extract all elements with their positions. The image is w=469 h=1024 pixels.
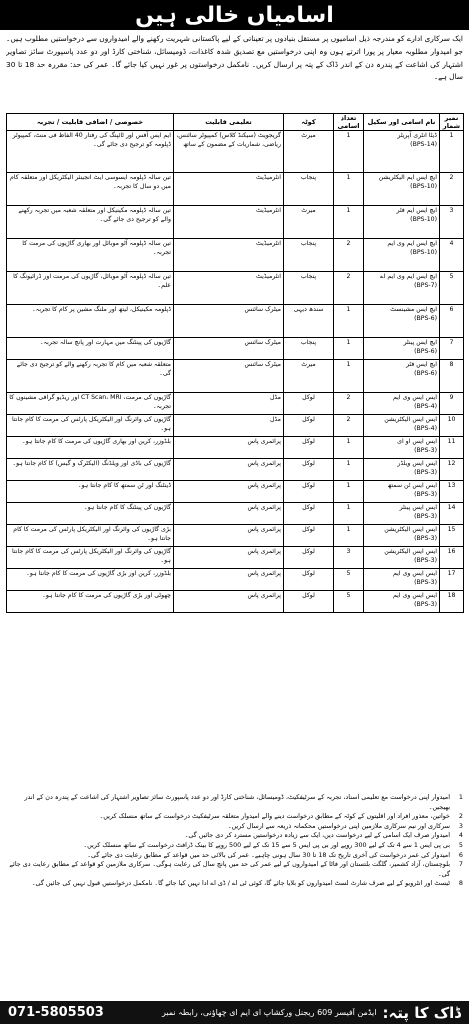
quota-cell: پنجاب — [284, 173, 334, 206]
count-cell: 2 — [334, 415, 364, 437]
note-number: 3 — [458, 821, 463, 830]
vacancies-table — [6, 113, 464, 613]
post-cell — [364, 525, 440, 547]
col-serial-header: نمبر شمار — [440, 114, 464, 131]
qualification-cell: پرائمری پاس — [174, 591, 284, 613]
qualification-cell: میٹرک سائنس — [174, 338, 284, 360]
page-title: اسامیاں خالی ہیں — [0, 0, 469, 30]
post-cell — [364, 272, 440, 305]
quota-cell: لوکل — [284, 525, 334, 547]
post-title: ایس ایس وی ایم — [393, 394, 437, 401]
post-cell — [364, 415, 440, 437]
col-qualification-header: تعلیمی قابلیت — [174, 114, 284, 131]
pay-scale: (BPS-6) — [414, 347, 437, 355]
pay-scale: (BPS-4) — [414, 402, 437, 410]
experience-cell: بڑی گاڑیوں کی وائرنگ اور الیکٹریکل پارٹس کی مرمت کا کام جانتا ہو۔ — [7, 525, 174, 547]
post-cell — [364, 305, 440, 338]
post-cell — [364, 393, 440, 415]
pay-scale: (BPS-3) — [414, 578, 437, 586]
pay-scale: (BPS-3) — [414, 600, 437, 608]
table-row — [7, 173, 464, 206]
quota-cell: لوکل — [284, 437, 334, 459]
count-cell: 1 — [334, 305, 364, 338]
quota-cell: پنجاب — [284, 272, 334, 305]
serial-cell: 5 — [440, 272, 464, 305]
table-row — [7, 338, 464, 360]
quota-cell: لوکل — [284, 481, 334, 503]
post-title: ایس ایس الیکٹریشن — [384, 526, 437, 533]
postal-address: ایڈمن آفیسر 609 ریجنل ورکشاپ ای ایم ای چھاؤنی، رابطہ نمبر — [161, 1008, 377, 1017]
count-cell: 5 — [334, 569, 364, 591]
note-text: خواتین، معذور افراد اور اقلیتوں کے کوٹہ کے مطابق درخواست دینے والے امیدوار متعلقہ سرٹیفکیٹ درخواست کے ساتھ منسلک کریں۔ — [99, 812, 450, 821]
experience-cell: چھوٹی اور بڑی گاڑیوں کی مرمت کا کام جانتا ہو۔ — [7, 591, 174, 613]
experience-cell: گاڑیوں کی وائرنگ اور الیکٹریکل پارٹس کی مرمت کا کام جانتا ہو۔ — [7, 415, 174, 437]
quota-cell: لوکل — [284, 503, 334, 525]
count-cell: 2 — [334, 239, 364, 272]
pay-scale: (BPS-3) — [414, 534, 437, 542]
count-cell: 5 — [334, 591, 364, 613]
serial-cell: 17 — [440, 569, 464, 591]
note-text: امیدوار اپنی درخواست مع تعلیمی اسناد، تجربہ کے سرٹیفکیٹ، ڈومیسائل، شناختی کارڈ اور دو عدد پاسپورٹ سائز تصاویر اشتہار کی اشاعت کے پندرہ دن کے اندر بھیجیں۔ — [24, 793, 450, 811]
post-cell — [364, 360, 440, 393]
note-item — [6, 851, 463, 861]
post-cell — [364, 437, 440, 459]
post-cell — [364, 569, 440, 591]
post-title: ایس ایس وی ایم — [393, 592, 437, 599]
serial-cell: 9 — [440, 393, 464, 415]
col-count-header: تعداد اسامی — [334, 114, 364, 131]
quota-cell: لوکل — [284, 547, 334, 569]
quota-cell: میرٹ — [284, 131, 334, 173]
count-cell: 2 — [334, 393, 364, 415]
experience-cell: ڈپلومہ مکینیکل، لیتھ اور ملنگ مشین پر کام کا تجربہ۔ — [7, 305, 174, 338]
experience-cell: گاڑیوں کی باڈی اور ویلڈنگ (الیکٹرک و گیس) کا کام جانتا ہو۔ — [7, 459, 174, 481]
note-number: 8 — [458, 879, 463, 888]
col-experience-header: خصوصی / اضافی قابلیت / تجربہ — [7, 114, 174, 131]
post-cell — [364, 206, 440, 239]
pay-scale: (BPS-10) — [410, 215, 437, 223]
note-number: 4 — [458, 831, 463, 840]
table-row — [7, 459, 464, 481]
notes-list — [6, 793, 463, 998]
post-title: ایچ ایس ایم وی ایم — [387, 240, 437, 247]
pay-scale: (BPS-10) — [410, 248, 437, 256]
qualification-cell: پرائمری پاس — [174, 437, 284, 459]
post-title: ڈیٹا انٹری آپریٹر — [397, 132, 437, 139]
experience-cell: متعلقہ شعبہ میں کام کا تجربہ رکھنے والے کو ترجیح دی جائے گی۔ — [7, 360, 174, 393]
note-text: سرکاری اور نیم سرکاری ملازمین اپنی درخواستیں محکمانہ ذریعہ سے ارسال کریں۔ — [227, 821, 450, 830]
post-title: ایچ ایس مشینسٹ — [390, 306, 437, 313]
serial-cell: 10 — [440, 415, 464, 437]
qualification-cell: پرائمری پاس — [174, 481, 284, 503]
serial-cell: 7 — [440, 338, 464, 360]
count-cell: 1 — [334, 525, 364, 547]
post-cell — [364, 239, 440, 272]
table-row — [7, 272, 464, 305]
pay-scale: (BPS-10) — [410, 182, 437, 190]
pay-scale: (BPS-3) — [414, 446, 437, 454]
pay-scale: (BPS-14) — [410, 140, 437, 148]
table-row — [7, 569, 464, 591]
quota-cell: پنجاب — [284, 239, 334, 272]
post-title: ایچ ایس فٹر — [406, 361, 437, 368]
count-cell: 3 — [334, 547, 364, 569]
count-cell: 1 — [334, 338, 364, 360]
count-cell: 1 — [334, 503, 364, 525]
post-cell — [364, 173, 440, 206]
count-cell: 1 — [334, 459, 364, 481]
pay-scale: (BPS-3) — [414, 512, 437, 520]
count-cell: 1 — [334, 437, 364, 459]
note-number: 2 — [458, 812, 463, 821]
post-cell — [364, 503, 440, 525]
experience-cell: تین سالہ ڈپلومہ آٹو موبائل اور بھاری گاڑیوں کی مرمت کا تجربہ۔ — [7, 239, 174, 272]
post-title: ایس ایس ویلڈر — [397, 460, 437, 467]
post-title: ایس ایس وی ایم — [393, 570, 437, 577]
qualification-cell: انٹرمیڈیٹ — [174, 272, 284, 305]
contact-phone: 071-5805503 — [8, 1005, 104, 1020]
post-title: ایس ایس او ای — [397, 438, 437, 445]
quota-cell: لوکل — [284, 415, 334, 437]
note-item — [6, 831, 463, 841]
table-row — [7, 481, 464, 503]
experience-cell: تین سالہ ڈپلومہ مکینیکل اور متعلقہ شعبہ میں تجربہ رکھنے والے کو ترجیح دی جائے گی۔ — [7, 206, 174, 239]
table-row — [7, 206, 464, 239]
serial-cell: 1 — [440, 131, 464, 173]
qualification-cell: پرائمری پاس — [174, 459, 284, 481]
experience-cell: گاڑیوں کی پینٹنگ میں مہارت اور پانچ سالہ تجربہ۔ — [7, 338, 174, 360]
pay-scale: (BPS-4) — [414, 424, 437, 432]
note-text: ٹیسٹ اور انٹرویو کے لیے صرف شارٹ لسٹ امیدواروں کو بلایا جائے گا، کوئی ٹی اے / ڈی اے ادا نہیں کیا جائے گا۔ نامکمل درخواستیں قبول نہیں کی جائیں گی۔ — [31, 879, 450, 888]
qualification-cell: مڈل — [174, 415, 284, 437]
count-cell: 1 — [334, 131, 364, 173]
table-row — [7, 437, 464, 459]
count-cell: 1 — [334, 360, 364, 393]
table-row — [7, 360, 464, 393]
qualification-cell: میٹرک سائنس — [174, 305, 284, 338]
intro-paragraph: ایک سرکاری ادارے کو مندرجہ ذیل اسامیوں پر مستقل بنیادوں پر تعیناتی کے لیے پاکستانی شہریت رکھنے والے امیدواروں سے درخواستیں مطلوب ہیں۔ جو امیدوار مطلوبہ معیار پر پورا اترتے ہوں وہ اپنی درخواستیں مع تصدیق شدہ کاغذات، ڈومیسائل، شناختی کارڈ اور دو عدد پاسپورٹ سائز تصاویر اشتہار کی اشاعت کے پندرہ دن کے اندر ڈاک کے پتہ پر ارسال کریں۔ نامکمل درخواستوں پر غور نہیں کیا جائے گا۔ عمر کی حد: مقررہ حد 18 تا 30 سال ہے۔ — [6, 34, 463, 82]
note-item — [6, 822, 463, 832]
qualification-cell: انٹرمیڈیٹ — [174, 206, 284, 239]
note-text: بلوچستان، آزاد کشمیر، گلگت بلتستان اور فاٹا کے امیدواروں کے لیے عمر کی حد میں پانچ سال کی رعایت ہوگی۔ سرکاری ملازمین کو قواعد کے مطابق رعایت دی جائے گی۔ — [9, 860, 450, 878]
note-number: 6 — [458, 850, 463, 859]
serial-cell: 15 — [440, 525, 464, 547]
post-title: ایس ایس ٹن سمتھ — [387, 482, 437, 489]
table-header-row — [7, 114, 464, 131]
post-title: ایچ ایس ایم فٹر — [396, 207, 437, 214]
note-number: 1 — [458, 793, 463, 801]
table-row — [7, 131, 464, 173]
note-item — [6, 793, 463, 812]
experience-cell: گاڑیوں کی پینٹنگ کا کام جانتا ہو۔ — [7, 503, 174, 525]
experience-cell: بلڈوزر، کرین اور بھاری گاڑیوں کی مرمت کا کام جانتا ہو۔ — [7, 437, 174, 459]
pay-scale: (BPS-6) — [414, 369, 437, 377]
table-row — [7, 415, 464, 437]
quota-cell: میرٹ — [284, 206, 334, 239]
note-text: امیدوار کی عمر درخواست کی آخری تاریخ تک 18 تا 30 سال ہونی چاہیے۔ عمر کی بالائی حد میں قواعد کے مطابق رعایت دی جائے گی۔ — [87, 850, 450, 859]
quota-cell: پنجاب — [284, 338, 334, 360]
table-row — [7, 547, 464, 569]
post-cell — [364, 481, 440, 503]
post-title: ایس ایس الیکٹریشن — [384, 416, 437, 423]
experience-cell: گاڑیوں کی مرمت، CT Scan، MRI اور ریڈیو گرافی مشینوں کا تجربہ۔ — [7, 393, 174, 415]
qualification-cell: پرائمری پاس — [174, 547, 284, 569]
note-number: 5 — [458, 840, 463, 849]
quota-cell: لوکل — [284, 591, 334, 613]
post-cell — [364, 131, 440, 173]
qualification-cell: پرائمری پاس — [174, 503, 284, 525]
experience-cell: تین سالہ ڈپلومہ آٹو موبائل، گاڑیوں کی مرمت اور ڈرائیونگ کا علم۔ — [7, 272, 174, 305]
qualification-cell: مڈل — [174, 393, 284, 415]
note-item — [6, 860, 463, 879]
qualification-cell: گریجویٹ (سیکنڈ کلاس) کمپیوٹر سائنس، ریاضی، شماریات کے مضمون کے ساتھ — [174, 131, 284, 173]
count-cell: 1 — [334, 481, 364, 503]
quota-cell: لوکل — [284, 393, 334, 415]
qualification-cell: پرائمری پاس — [174, 569, 284, 591]
table-row — [7, 503, 464, 525]
pay-scale: (BPS-6) — [414, 314, 437, 322]
qualification-cell: پرائمری پاس — [174, 525, 284, 547]
pay-scale: (BPS-7) — [414, 281, 437, 289]
post-title: ایس ایس الیکٹریشن — [384, 548, 437, 555]
experience-cell: تین سالہ ڈپلومہ ایسوسی ایٹ انجینئر الیکٹریکل اور متعلقہ کام میں دو سال کا تجربہ۔ — [7, 173, 174, 206]
post-title: ایس ایس پینٹر — [399, 504, 437, 511]
table-row — [7, 591, 464, 613]
col-quota-header: کوٹہ — [284, 114, 334, 131]
table-row — [7, 305, 464, 338]
count-cell: 2 — [334, 272, 364, 305]
post-cell — [364, 459, 440, 481]
experience-cell: ڈینٹنگ اور ٹن سمتھ کا کام جانتا ہو۔ — [7, 481, 174, 503]
count-cell: 1 — [334, 173, 364, 206]
post-cell — [364, 591, 440, 613]
serial-cell: 12 — [440, 459, 464, 481]
post-cell — [364, 547, 440, 569]
note-text: بی پی ایس 1 سے 4 تک کے لیے 300 روپے اور بی پی ایس 5 سے 15 تک کے لیے 500 روپے کا بینک ڈرافٹ درخواست کے ساتھ منسلک کریں۔ — [83, 840, 450, 849]
note-item — [6, 879, 463, 889]
table-row — [7, 239, 464, 272]
postal-address-label: ڈاک کا پتہ: — [382, 1003, 461, 1022]
quota-cell: سندھ دیہی — [284, 305, 334, 338]
serial-cell: 16 — [440, 547, 464, 569]
table-row — [7, 525, 464, 547]
serial-cell: 3 — [440, 206, 464, 239]
experience-cell: گاڑیوں کی وائرنگ اور الیکٹریکل پارٹس کی مرمت کا کام جانتا ہو۔ — [7, 547, 174, 569]
note-number: 7 — [458, 860, 463, 869]
serial-cell: 18 — [440, 591, 464, 613]
qualification-cell: انٹرمیڈیٹ — [174, 173, 284, 206]
post-title: ایچ ایس پینٹر — [403, 339, 437, 346]
note-item — [6, 812, 463, 822]
note-text: امیدوار صرف ایک اسامی کے لیے درخواست دیں، ایک سے زیادہ درخواستیں مسترد کر دی جائیں گی۔ — [184, 831, 450, 840]
serial-cell: 14 — [440, 503, 464, 525]
qualification-cell: انٹرمیڈیٹ — [174, 239, 284, 272]
experience-cell: ایم ایس آفس اور ٹائپنگ کی رفتار 40 الفاظ فی منٹ، کمپیوٹر ڈپلومہ کو ترجیح دی جائے گی۔ — [7, 131, 174, 173]
serial-cell: 8 — [440, 360, 464, 393]
contact-bar — [0, 1001, 469, 1024]
count-cell: 1 — [334, 206, 364, 239]
post-title: ایچ ایس ایم الیکٹریشن — [378, 174, 437, 181]
quota-cell: میرٹ — [284, 360, 334, 393]
post-title: ایچ ایس ایم وی ایم اے — [380, 273, 437, 280]
note-item — [6, 841, 463, 851]
serial-cell: 4 — [440, 239, 464, 272]
serial-cell: 2 — [440, 173, 464, 206]
serial-cell: 6 — [440, 305, 464, 338]
pay-scale: (BPS-3) — [414, 490, 437, 498]
table-row — [7, 393, 464, 415]
quota-cell: لوکل — [284, 459, 334, 481]
pay-scale: (BPS-3) — [414, 556, 437, 564]
post-cell — [364, 338, 440, 360]
experience-cell: بلڈوزر، کرین اور بڑی گاڑیوں کی مرمت کا کام جانتا ہو۔ — [7, 569, 174, 591]
pay-scale: (BPS-3) — [414, 468, 437, 476]
qualification-cell: میٹرک سائنس — [174, 360, 284, 393]
serial-cell: 11 — [440, 437, 464, 459]
col-post-header: نام اسامی اور سکیل — [364, 114, 440, 131]
quota-cell: لوکل — [284, 569, 334, 591]
serial-cell: 13 — [440, 481, 464, 503]
